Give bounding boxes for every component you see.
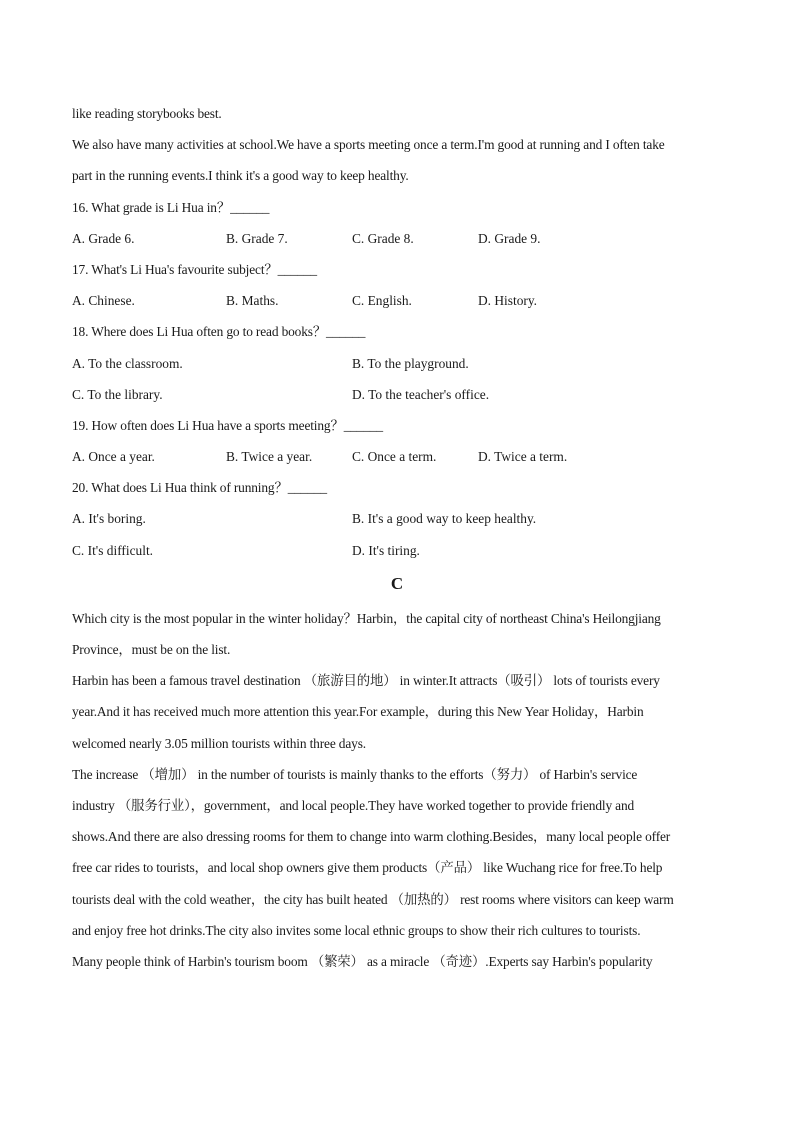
question-19-stem: 19. How often does Li Hua have a sports meeting？______ — [72, 417, 383, 433]
option-b[interactable]: B. To the playground. — [352, 355, 469, 371]
question-20-options-row-1 — [72, 503, 722, 534]
option-c[interactable]: C. Once a term. — [352, 449, 437, 465]
option-c[interactable]: C. It's difficult. — [72, 542, 154, 558]
passage-c-line: and enjoy free hot drinks.The city also invites some local ethnic groups to show their rich cultures to tourists. — [72, 922, 641, 938]
passage-line: We also have many activities at school.We have a sports meeting once a term.I'm good at running and I often take — [72, 137, 665, 153]
question-16-options — [72, 223, 722, 254]
option-b[interactable]: B. Grade 7. — [226, 230, 288, 246]
option-c[interactable]: C. English. — [352, 293, 412, 309]
option-d[interactable]: D. It's tiring. — [352, 542, 420, 558]
option-b[interactable]: B. It's a good way to keep healthy. — [352, 511, 537, 527]
option-c[interactable]: C. Grade 8. — [352, 230, 414, 246]
option-a[interactable]: A. Grade 6. — [72, 230, 135, 246]
option-a[interactable]: A. To the classroom. — [72, 355, 183, 371]
passage-c-line: free car rides to tourists，and local shop owners give them products（产品） like Wuchang rice for free.To help — [72, 860, 663, 876]
option-d[interactable]: D. Grade 9. — [478, 230, 541, 246]
passage-line: like reading storybooks best. — [72, 106, 222, 121]
passage-line: part in the running events.I think it's a good way to keep healthy. — [72, 168, 409, 184]
question-17-stem: 17. What's Li Hua's favourite subject？______ — [72, 261, 317, 277]
option-d[interactable]: D. Twice a term. — [478, 449, 568, 465]
question-18-options-row-1 — [72, 348, 722, 379]
option-a[interactable]: A. It's boring. — [72, 511, 146, 527]
option-b[interactable]: B. Maths. — [226, 293, 279, 309]
question-17-options — [72, 285, 722, 316]
passage-c-line: Province，must be on the list. — [72, 642, 231, 657]
passage-c-line: tourists deal with the cold weather，the city has built heated （加热的） rest rooms where visitors can keep warm — [72, 891, 674, 907]
question-19-options — [72, 441, 722, 472]
passage-c-line: welcomed nearly 3.05 million tourists within three days. — [72, 735, 366, 751]
option-a[interactable]: A. Once a year. — [72, 449, 155, 465]
option-c[interactable]: C. To the library. — [72, 386, 163, 402]
document-page — [72, 98, 722, 977]
option-b[interactable]: B. Twice a year. — [226, 449, 313, 465]
passage-c-line: Many people think of Harbin's tourism boom （繁荣） as a miracle （奇迹）.Experts say Harbin's popularity — [72, 953, 653, 969]
question-18-options-row-2 — [72, 379, 722, 410]
question-18-stem: 18. Where does Li Hua often go to read books？______ — [72, 324, 366, 340]
passage-c-line: Harbin has been a famous travel destination （旅游目的地） in winter.It attracts（吸引） lots of tourists every — [72, 673, 660, 689]
option-a[interactable]: A. Chinese. — [72, 293, 135, 309]
passage-c-line: The increase （增加） in the number of tourists is mainly thanks to the efforts（努力） of Harbin's service — [72, 766, 638, 782]
question-20-options-row-2 — [72, 535, 722, 566]
passage-c-line: Which city is the most popular in the winter holiday？Harbin，the capital city of northeast China's Heilongjiang — [72, 610, 661, 626]
question-16-stem: 16. What grade is Li Hua in？______ — [72, 199, 270, 215]
option-d[interactable]: D. History. — [478, 293, 538, 309]
question-20-stem: 20. What does Li Hua think of running？______ — [72, 480, 327, 496]
passage-c-line: industry （服务行业），government，and local people.They have worked together to provide friendly and — [72, 797, 635, 813]
passage-c-line: shows.And there are also dressing rooms for them to change into warm clothing.Besides，many local people offer — [72, 829, 671, 845]
section-c-title: C — [390, 573, 404, 593]
passage-c-line: year.And it has received much more attention this year.For example，during this New Year Holiday，Harbin — [72, 704, 644, 720]
option-d[interactable]: D. To the teacher's office. — [352, 386, 490, 402]
